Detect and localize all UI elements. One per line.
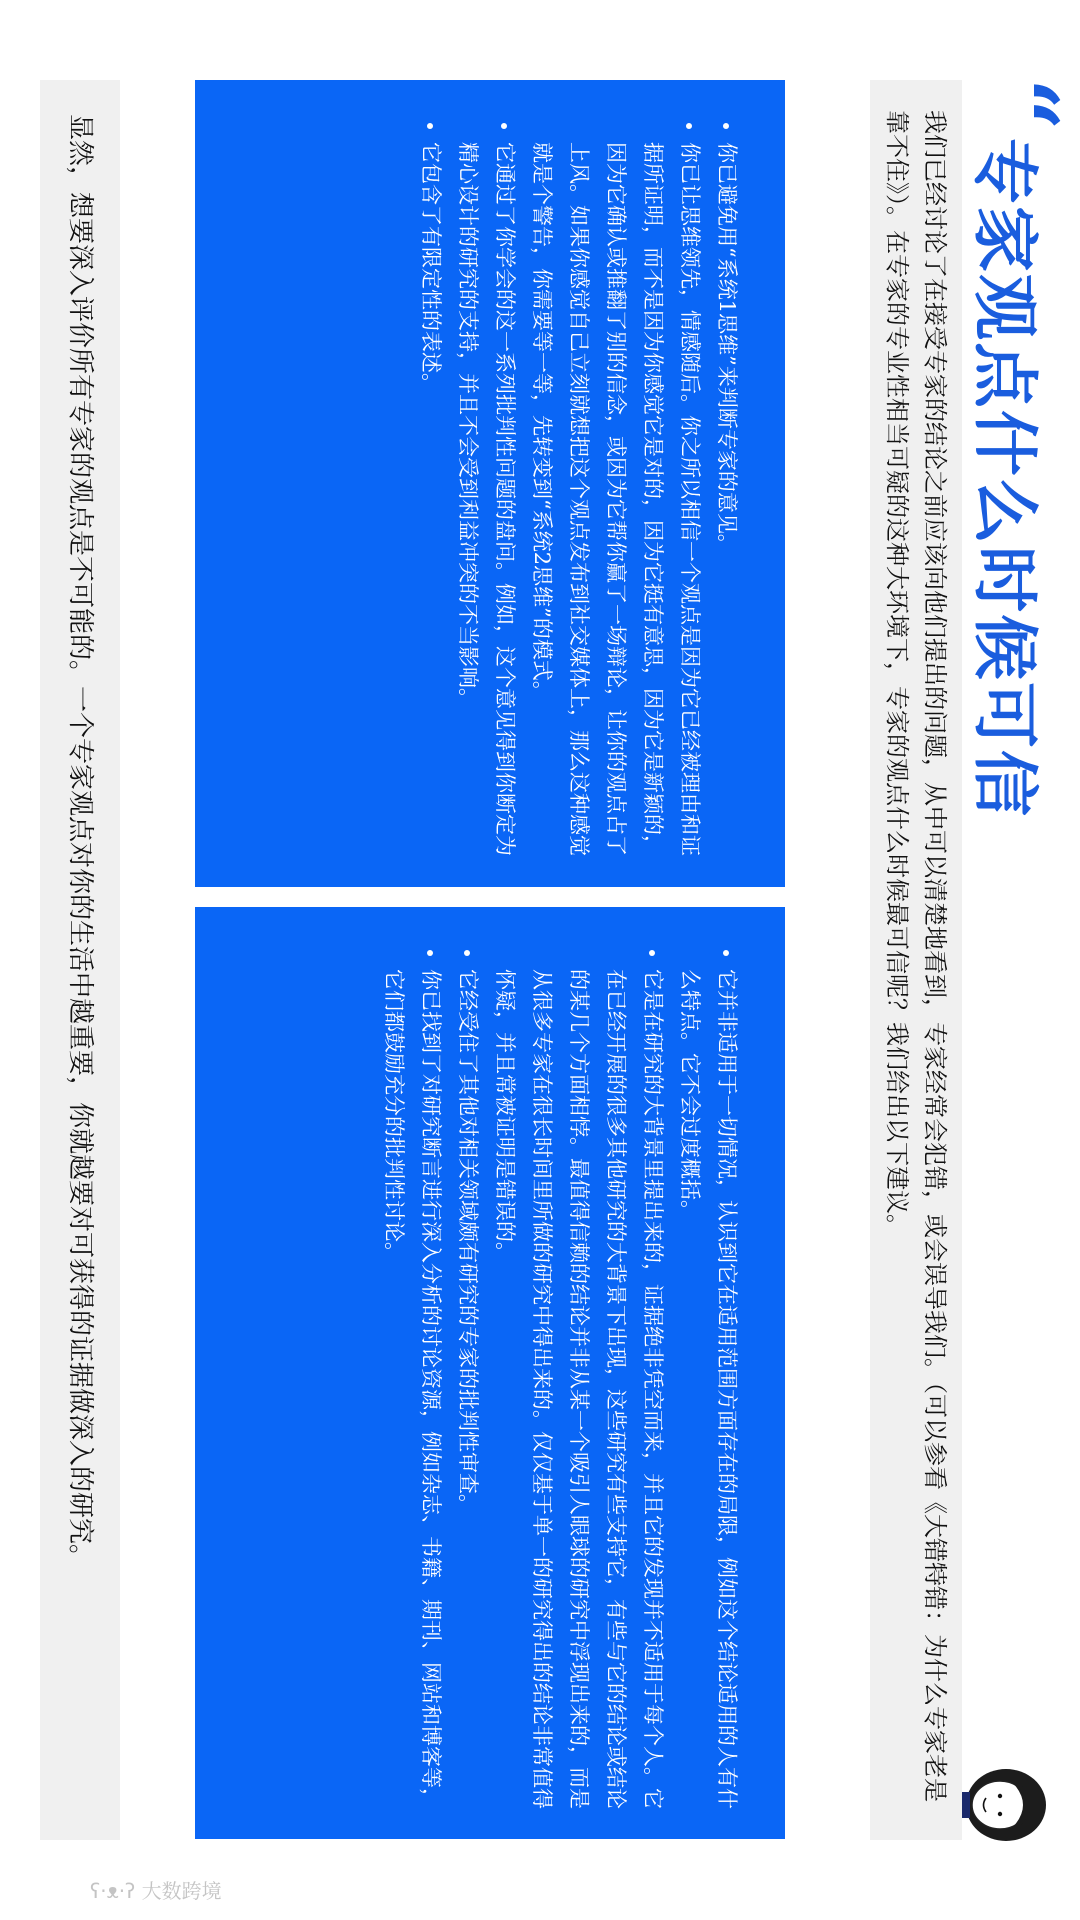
left-bullet-list bbox=[412, 108, 745, 859]
quote-mark-icon: “ bbox=[970, 78, 1078, 131]
list-item: • 它包含了有限定性的表述。 bbox=[412, 142, 449, 859]
intro-text: 我们已经讨论了在接受专家的结论之前应该向他们提出的问题，从中可以清楚地看到，专家经常会犯错，或会误导我们。（可以参看《大错特错：为什么专家老是靠不住》）。在专家的专业性相当可疑的这种大环境下，专家的观点什么时候最可信呢？我们给出以下建议。 bbox=[870, 80, 962, 1840]
list-item: • 它通过了你学会的这一系列批判性问题的盘问。例如，这个意见得到你断定为精心设计的研究的支持，并且不会受到利益冲突的不当影响。 bbox=[449, 142, 523, 859]
page-title: 专家观点什么时候可信 bbox=[966, 138, 1043, 818]
left-panel bbox=[195, 80, 785, 887]
watermark bbox=[90, 1875, 222, 1904]
list-item: • 它并非适用于一切情况，认识到它在适用范围方面存在的局限，例如这个结论适用的人有什么特点。它不会过度概括。 bbox=[671, 969, 745, 1811]
list-item: • 它经受住了其他对相关领域颇有研究的专家的批判性审查。 bbox=[449, 969, 486, 1811]
list-item: • 它是在研究的大背景里提出来的，证据绝非凭空而来，并且它的发现并不适用于每个人。它在已经开展的很多其他研究的大背景下出现，这些研究有些支持它，有些与它的结论或结论的某几个方面相悖。最值得信赖的结论并非从某一个吸引人眼球的研究中浮现出来的，而是从很多专家在很长时间里所做的研究中得出来的。仅仅基于单一的研究得出的结论非常值得怀疑，并且常被证明是错误的。 bbox=[486, 969, 671, 1811]
woman-avatar-icon bbox=[962, 1760, 1052, 1850]
watermark-logo-icon: ʕ·ᴥ·ʔ bbox=[90, 1879, 142, 1903]
right-bullet-list bbox=[375, 935, 745, 1811]
watermark-label: 大数跨境 bbox=[141, 1879, 222, 1903]
right-panel bbox=[195, 907, 785, 1839]
list-item: • 你已让思维领先，情感随后。你之所以相信一个观点是因为它已经被理由和证据所证明，而不是因为你感觉它是对的，因为它挺有意思，因为它是新颖的，因为它确认或推翻了别的信念，或因为它帮你赢了一场辩论，让你的观点占了上风。如果你感觉自己立刻就想把这个观点发布到社交媒体上，那么这种感觉就是个警告，你需要等一等，先转变到“系统2思维”的模式。 bbox=[523, 142, 708, 859]
list-item: • 你已避免用“系统1思维”来判断专家的意见。 bbox=[708, 142, 745, 859]
list-item: • 你已找到了对研究断言进行深入分析的讨论资源，例如杂志、书籍、期刊、网站和博客等，它们都鼓励充分的批判性讨论。 bbox=[375, 969, 449, 1811]
conclusion-text: 显然，想要深入评价所有专家的观点是不可能的。一个专家观点对你的生活中越重要，你就越要对可获得的证据做深入的研究。 bbox=[40, 80, 120, 1840]
